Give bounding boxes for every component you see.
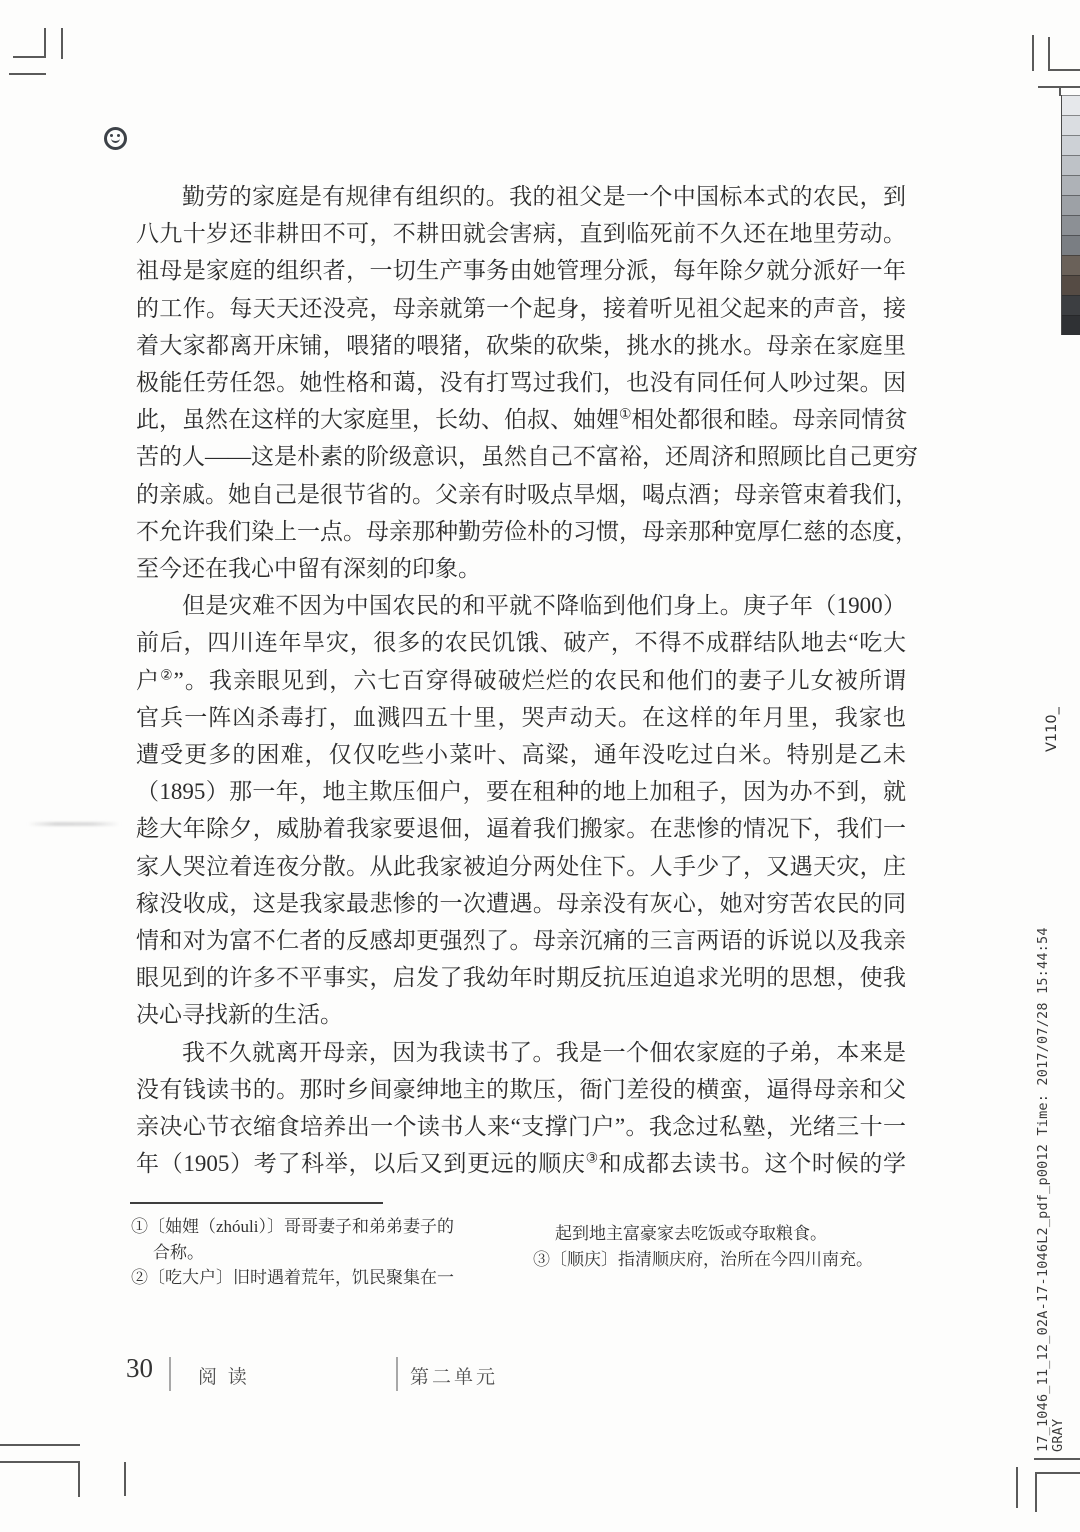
body-text-line: 祖母是家庭的组织者，一切生产事务由她管理分派，每年除夕就分派好一年 (136, 258, 906, 284)
footer-divider (169, 1357, 171, 1391)
scan-version-label: V110_ (1044, 707, 1060, 752)
body-text (136, 178, 918, 1182)
paragraph (136, 178, 918, 587)
body-text-line: 苦的人——这是朴素的阶级意识，虽然自己不富裕，还周济和照顾比自己更穷 (136, 444, 918, 470)
body-text-line: 情和对为富不仁者的反感却更强烈了。母亲沉痛的三言两语的诉说以及我亲 (136, 928, 906, 954)
grayscale-step (1062, 215, 1080, 235)
footnote-line: 合称。 (153, 1242, 204, 1262)
body-text-line: 趁大年除夕，威胁着我家要退佃，逼着我们搬家。在悲惨的情况下，我们一 (136, 816, 906, 842)
crop-mark (0, 1444, 80, 1446)
crop-mark (1016, 1467, 1018, 1508)
scan-smudge (28, 822, 120, 826)
footer-divider (396, 1357, 398, 1391)
body-text-line: 八九十岁还非耕田不可，不耕田就会害病，直到临死前不久还在地里劳动。 (136, 221, 906, 247)
crop-mark (44, 28, 46, 58)
footnote-line: ②〔吃大户〕旧时遇着荒年，饥民聚集在一 (131, 1268, 454, 1287)
crop-mark (61, 28, 63, 59)
grayscale-step (1062, 295, 1080, 315)
footer-unit-label: 第二单元 (410, 1367, 499, 1388)
footnote-ref: ② (160, 666, 174, 682)
body-text-line: 官兵一阵凶杀毒打，血溅四五十里，哭声动天。在这样的年月里，我家也 (136, 704, 906, 730)
grayscale-step (1062, 135, 1080, 155)
grayscale-step (1062, 235, 1080, 255)
crop-mark (1032, 35, 1034, 71)
smiley-face-icon (104, 127, 127, 150)
crop-mark (1034, 1458, 1080, 1460)
footnote-line: 起到地主富豪家去吃饭或夺取粮食。 (555, 1224, 827, 1243)
paragraph (136, 1034, 906, 1183)
footnote-ref: ③ (585, 1150, 599, 1166)
scan-file-stamp (1036, 927, 1066, 1452)
body-text-line: 没有钱读书的。那时乡间豪绅地主的欺压，衙门差役的横蛮，逼得母亲和父 (136, 1076, 906, 1102)
grayscale-step (1062, 155, 1080, 175)
body-text-line: 此，虽然在这样的大家庭里，长幼、伯叔、妯娌①相处都很和睦。母亲同情贫 (136, 406, 908, 433)
footnote-line: ①〔妯娌（zhóuli）〕哥哥妻子和弟弟妻子的 (131, 1217, 454, 1236)
grayscale-wedge (1061, 95, 1080, 335)
footnote-col-right (533, 1221, 873, 1272)
body-text-line: 家人哭泣着连夜分散。从此我家被迫分两处住下。人手少了，又遇天灾，庄 (136, 853, 906, 879)
crop-mark (124, 1462, 126, 1496)
grayscale-step (1062, 175, 1080, 195)
crop-mark (1048, 37, 1050, 71)
crop-mark (1035, 1472, 1080, 1474)
grayscale-step (1062, 275, 1080, 295)
crop-mark (1035, 1472, 1037, 1512)
grayscale-step (1062, 115, 1080, 135)
body-text-line: 遭受更多的困难，仅仅吃些小菜叶、高粱，通年没吃过白米。特别是乙未 (136, 742, 906, 768)
grayscale-step (1062, 195, 1080, 215)
footnote-ref: ① (619, 406, 632, 422)
crop-mark (9, 73, 46, 75)
body-text-line: 的工作。每天天还没亮，母亲就第一个起身，接着听见祖父起来的声音，接 (136, 295, 906, 321)
crop-mark (0, 1461, 80, 1463)
footnote-line: ③〔顺庆〕指清顺庆府，治所在今四川南充。 (533, 1249, 873, 1269)
body-text-line: 我不久就离开母亲，因为我读书了。我是一个佃农家庭的子弟，本来是 (182, 1039, 906, 1065)
body-text-line: 前后，四川连年旱灾，很多的农民饥饿、破产，不得不成群结队地去“吃大 (136, 630, 906, 656)
body-text-line: 但是灾难不因为中国农民的和平就不降临到他们身上。庚子年（1900） (182, 593, 906, 619)
footer-section-label: 阅 读 (198, 1367, 250, 1388)
scan-file-stamp-line: 17_1046_11_12_02A-17-1046L2_pdf_p0012 Time: 2017/07/28 15:44:54 (1035, 927, 1051, 1452)
grayscale-step (1062, 255, 1080, 275)
body-text-line: 年（1905）考了科举，以后又到更远的顺庆③和成都去读书。这个时候的学 (136, 1150, 907, 1177)
grayscale-step (1062, 95, 1080, 115)
body-text-line: 的亲戚。她自己是很节省的。父亲有时吸点旱烟，喝点酒；母亲管束着我们， (136, 481, 918, 507)
paragraph (136, 587, 906, 1033)
body-text-line: 不允许我们染上一点。母亲那种勤劳俭朴的习惯，母亲那种宽厚仁慈的态度， (136, 518, 918, 544)
body-text-line: 稼没收成，这是我家最悲惨的一次遭遇。母亲没有灰心，她对穷苦农民的同 (136, 890, 906, 916)
crop-mark (1048, 69, 1080, 71)
body-text-line: 亲决心节衣缩食培养出一个读书人来“支撑门户”。我念过私塾，光绪三十一 (136, 1114, 906, 1140)
body-text-line: 勤劳的家庭是有规律有组织的。我的祖父是一个中国标本式的农民，到 (182, 184, 906, 209)
body-text-line: 至今还在我心中留有深刻的印象。 (136, 556, 481, 582)
smiley-mouth (111, 137, 120, 143)
crop-mark (78, 1461, 80, 1497)
body-text-line: 眼见到的许多不平事实，启发了我幼年时期反抗压迫追求光明的思想，使我 (136, 965, 906, 991)
page-number: 30 (126, 1353, 153, 1383)
body-text-line: 决心寻找新的生活。 (136, 1002, 343, 1028)
crop-mark (13, 56, 46, 58)
grayscale-step (1062, 315, 1080, 335)
body-text-line: 户②”。我亲眼见到，六七百穿得破破烂烂的农民和他们的妻子儿女被所谓 (136, 666, 906, 693)
body-text-line: 极能任劳任怨。她性格和蔼，没有打骂过我们，也没有同任何人吵过架。因 (136, 370, 906, 396)
footnote-divider (130, 1202, 383, 1204)
body-text-line: 着大家都离开床铺，喂猪的喂猪，砍柴的砍柴，挑水的挑水。母亲在家庭里 (136, 332, 906, 358)
footnote-col-left (131, 1214, 454, 1291)
body-text-line: （1895）那一年，地主欺压佃户，要在租种的地上加租子，因为办不到，就 (136, 779, 906, 805)
scan-gray-label: GRAY (1050, 1418, 1066, 1452)
